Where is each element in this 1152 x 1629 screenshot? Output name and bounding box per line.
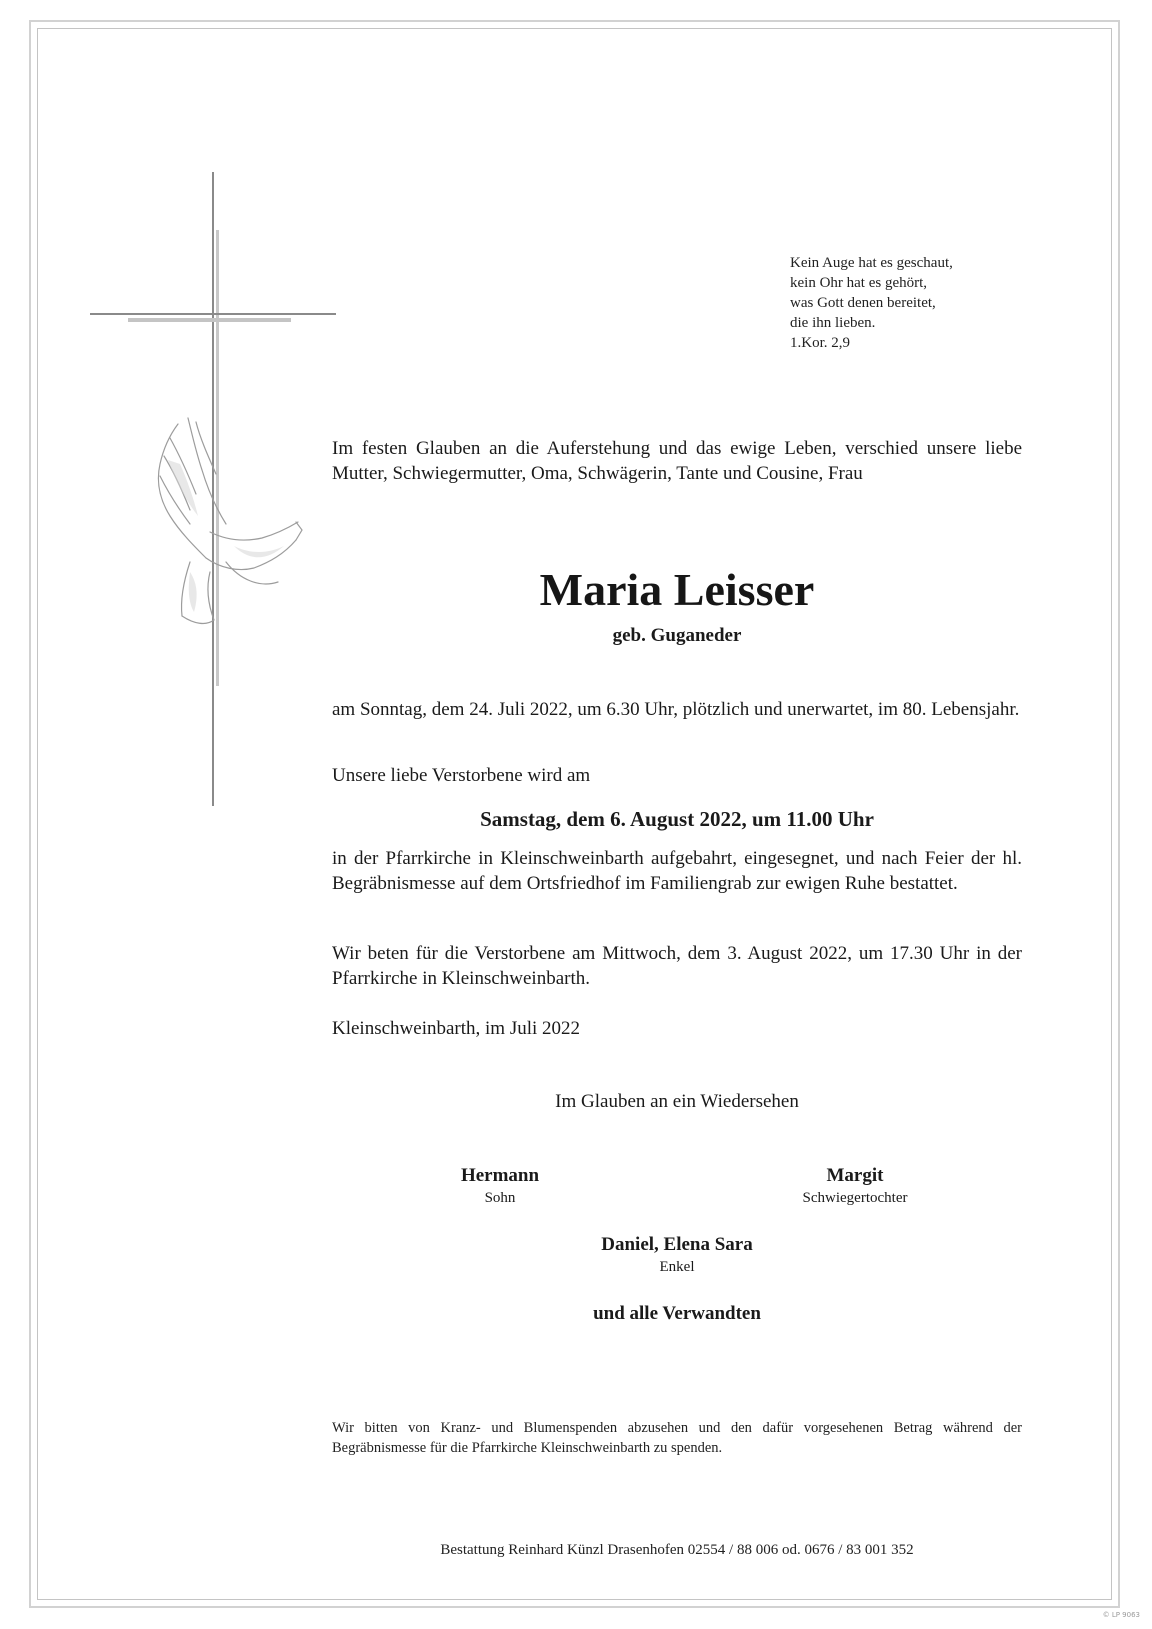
mourner-name: Margit [826,1165,884,1186]
template-code: © LP 9063 [1102,1611,1140,1619]
prayer-details: Wir beten für die Verstorbene am Mittwoch, dem 3. August 2022, um 17.30 Uhr in der Pfarrkirche in Kleinschweinbarth. [332,943,1022,989]
donation-note: Wir bitten von Kranz- und Blumenspenden abzusehen und den dafür vorgesehenen Betrag während der Begräbnismesse für die Pfarrkirche Kleinschweinbarth zu spenden. [332,1420,1022,1456]
bible-verse [790,253,1030,353]
mourner-relation: Enkel [659,1259,695,1275]
verse-line: die ihn lieben. [790,315,876,331]
maiden-name: geb. Guganeder [612,625,742,646]
funeral-details: in der Pfarrkirche in Kleinschweinbarth aufgebahrt, eingesegnet, und nach Feier der hl. Begräbnismesse auf dem Ortsfriedhof im Familiengrab zur ewigen Ruhe bestattet. [332,848,1022,894]
closing-line: Im Glauben an ein Wiedersehen [555,1091,799,1112]
mourner-name: Hermann [460,1165,540,1186]
praying-hands-icon [150,412,310,632]
mourner [547,1233,807,1277]
mourner [370,1164,630,1208]
verse-line: was Gott denen bereitet, [790,295,936,311]
verse-reference: 1.Kor. 2,9 [790,335,850,351]
announcement-intro: Im festen Glauben an die Auferstehung und das ewige Leben, verschied unsere liebe Mutter, Schwiegermutter, Oma, Schwägerin, Tante und Cousine, Frau [332,438,1022,484]
verse-line: Kein Auge hat es geschaut, [790,255,953,271]
mourner-relation: Sohn [484,1190,516,1206]
death-details: am Sonntag, dem 24. Juli 2022, um 6.30 Uhr, plötzlich und unerwartet, im 80. Lebensjahr. [332,699,1020,720]
place-and-date: Kleinschweinbarth, im Juli 2022 [332,1018,581,1039]
funeral-date: Samstag, dem 6. August 2022, um 11.00 Uhr [480,807,874,831]
relatives-line: und alle Verwandten [593,1303,761,1324]
mourner-name: Daniel, Elena Sara [601,1234,753,1255]
mourner [725,1164,985,1208]
mourner-relation: Schwiegertochter [802,1190,908,1206]
funeral-home-footer: Bestattung Reinhard Künzl Drasenhofen 02554 / 88 006 od. 0676 / 83 001 352 [440,1542,914,1558]
funeral-intro: Unsere liebe Verstorbene wird am [332,765,591,786]
deceased-name: Maria Leisser [539,564,815,615]
verse-line: kein Ohr hat es gehört, [790,275,928,291]
